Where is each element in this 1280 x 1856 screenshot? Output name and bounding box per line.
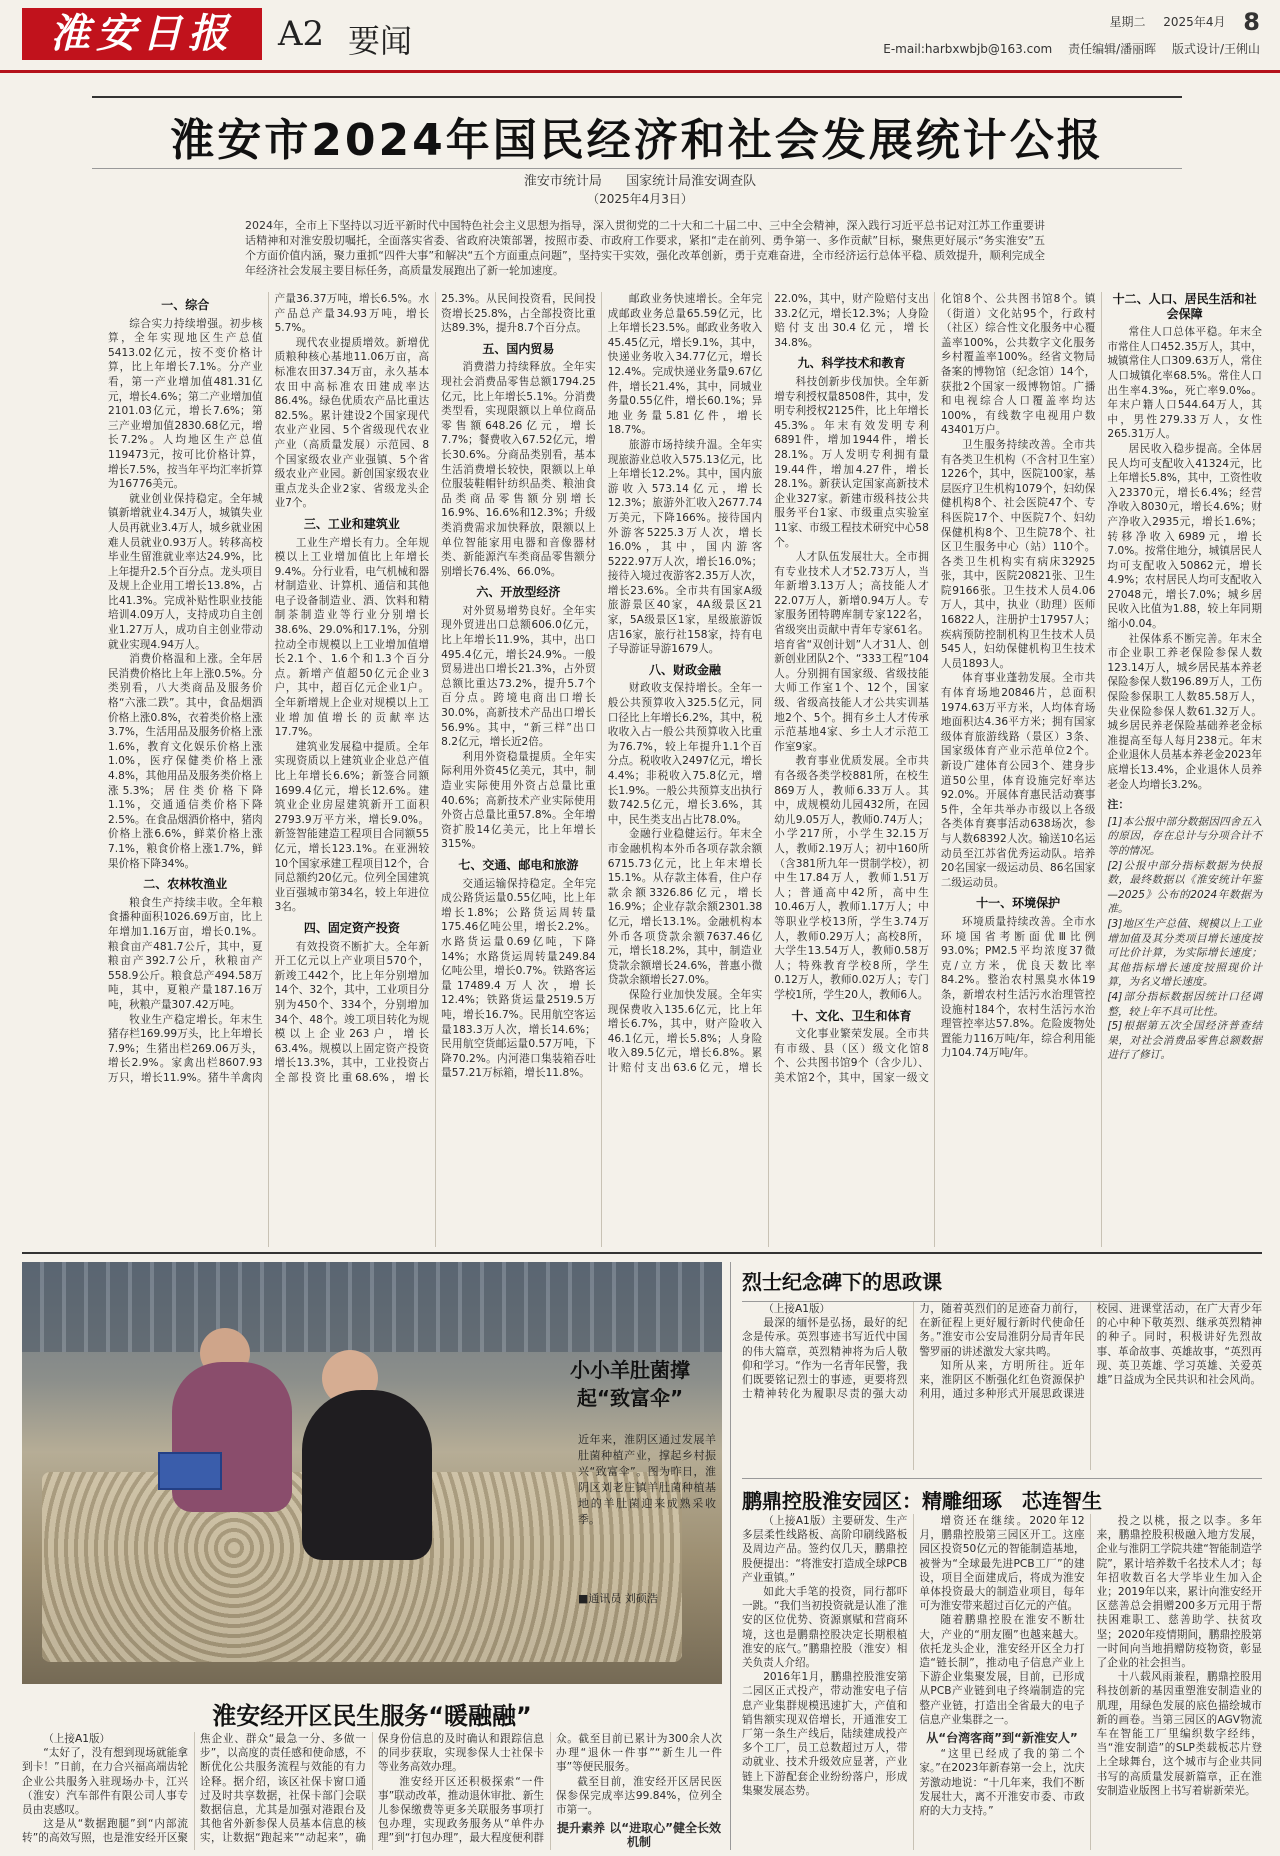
masthead <box>0 0 1280 73</box>
body-paragraph: 旅游市场持续升温。全年实现旅游业总收入575.13亿元，比上年增长12.2%。其中，国内旅游收入573.14亿元，增长12.3%；旅游外汇收入2677.74万美元，下降166%。接待国内外游客5225.3万人次，增长16.0%，其中，国内游客5222.97万人次，增长16.0%；接待入境过夜游客2.35万人次，增长23.6%。全市共有国家A级旅游景区40家，4A级景区21家，5A级景区1家，星级旅游饭店16家，旅行社158家，持有电子导游证导游1679人。 <box>607 438 763 656</box>
section-heading: 十一、环境保护 <box>976 896 1061 911</box>
body-paragraph: 体育事业蓬勃发展。全市共有体育场地20846片，总面积1974.63万平方米，人均体育场地面积达4.36平方米；拥有国家级体育旅游线路（景区）3条、国家级体育产业示范单位2个。新设广建体育公园3个、建身步道50公里，体育设施完好率达92.0%。开展体育惠民活动赛事5件，全年共举办市级以上各级各类体育赛事活动638场次，参与人数68392人次。输送10名运动员至江苏省优秀运动队。培养20名国家一级运动员、86名国家二级运动员。 <box>940 672 1096 889</box>
story-paragraph: 截至目前，淮安经开区居民医保参保完成率达99.84%，位列全市第一。 <box>556 1775 722 1817</box>
story-paragraph: 知所从来，方明所往。近年来，淮阴区不断强化红色资源保护利用，通过多种形式开展思政课进校园、进课堂活动，在广大青少年的心中种下敬英烈、继承英烈精神的种子。同时，积极讲好先烈故事、革命故事、英雄故事，“英烈再现、英卫英雄、学习英雄、关爱英雄”日益成为全民共识和社会风尚。 <box>919 1303 1262 1401</box>
body-paragraph: 工业生产增长有力。全年规模以上工业增加值比上年增长9.4%。分行业看，电气机械和器材制造业、计算机、通信和其他电子设备制造业、酒、饮料和精制茶制造业等行业分别增长38.6%、29.0%和17.1%，分别拉动全市规模以上工业增加值增长2.1个、1.6个和1.3个百分点。新增产值超50亿元企业3户，其中，超百亿元企业1户。全年新增规上企业对规模以上工业增加值增长的贡献率达17.7%。 <box>274 536 430 739</box>
bulletin-body <box>108 292 1262 1247</box>
notes-heading: 注： <box>1107 798 1130 812</box>
story-subheading: 从“台湾客商”到“新淮安人” <box>926 1731 1078 1746</box>
section-heading: 七、交通、邮电和旅游 <box>458 857 579 872</box>
column-divider <box>730 1262 731 1850</box>
body-paragraph: 对外贸易增势良好。全年实现外贸进出口总额606.0亿元，比上年增长11.9%，其中，出口495.4亿元，增长24.9%。一般贸易进出口增长21.3%，占外贸总额比重达73.2%，提升5.7个百分点。跨境电商出口增长30.0%，高新技术产品出口增长56.9%。其中，“新三样”出口8.2亿元，增长近2倍。 <box>441 604 596 749</box>
section-divider <box>22 1252 1262 1254</box>
footnote: [4]部分指标数据因统计口径调整，较上年不具可比性。 <box>1107 990 1262 1018</box>
story-body-pengding <box>742 1514 1262 1850</box>
section-heading: 一、综合 <box>161 298 210 312</box>
page-number: A2 <box>278 14 325 54</box>
story-paragraph: 2016年1月，鹏鼎控股淮安第二园区正式投产，带动淮安电子信息产业集群规模迅速扩大，产值和销售额实现双倍增长，开通淮安工厂第一条生产线后，陆续建成投产多个工厂，员工总数超过万人，带动就业、技术升级效应显著，产业链上下游配套企业纷纷落户，形成集聚发展态势。 <box>742 1671 908 1797</box>
section-heading: 五、国内贸易 <box>482 341 555 356</box>
body-paragraph: 文化事业繁荣发展。全市共有市级、县（区）级文化馆8个、公共图书馆9个（含少儿）、美术馆2个，其中，国家一级文化馆8个、公共图书馆8个。镇（街道）文化站95个，行政村（社区）综合性文化服务中心覆盖率100%，公共数字文化服务乡村覆盖率100%。经省文物局备案的博物馆（纪念馆）14个，获批2个国家一级博物馆。广播和电视综合人口覆盖率均达100%，有线数字电视用户数43401万户。 <box>774 293 1096 1084</box>
byline-agency: 淮安市统计局 <box>523 174 602 189</box>
section-heading: 十二、人口、居民生活和社会保障 <box>1112 292 1257 321</box>
body-paragraph: 金融行业稳健运行。年末全市金融机构本外币各项存款余额6715.73亿元，比上年末增长15.1%。从存款主体看，住户存款余额3326.86亿元，增长16.9%；企业存款余额2301.38亿元，增长13.1%。金融机构本外币各项贷款余额7637.46亿元，增长18.2%，其中，制造业贷款余额增长24.6%，普惠小微贷款余额增长27.0%。 <box>607 828 763 987</box>
body-paragraph: 现代农业提质增效。新增优质粮种核心基地11.06万亩，高标准农田37.34万亩，永久基本农田中高标准农田建成率达86.4%。绿色优质农产品比重达82.5%。累计建设2个国家现代农业产业园、5个省级现代农业产业（高质量发展）示范园、8个国家级农业产业强镇、5个省级农业产业园。新创国家级农业重点龙头企业2家、省级龙头企业7个。 <box>274 336 430 510</box>
section-heading: 三、工业和建筑业 <box>303 516 400 531</box>
photo-credit: ■通讯员 刘硕浩 <box>578 1592 658 1605</box>
headline-bar <box>92 96 1182 169</box>
photo-caption: 近年来，淮阴区通过发展羊肚菌种植产业，撑起乡村振兴“致富伞”。图为昨日，淮阴区刘老庄镇羊肚菌种植基地的羊肚菌迎来成熟采收季。 <box>578 1433 716 1526</box>
footnote: [5]根据第五次全国经济普查结果，对社会消费品零售总额数据进行了修订。 <box>1107 1020 1262 1062</box>
body-paragraph: 有效投资不断扩大。全年新开工亿元以上产业项目570个，新竣工442个，比上年分别增加14个、32个，其中，工业项目分别为450个、334个，分别增加34个、48个。竣工项目转化为规模以上企业263户，增长63.4%。规模以上固定资产投资增长13.3%，其中，工业投资占全部投资比重68.6%，增长25.3%。从民间投资看，民间投资增长25.8%，占全部投资比重达89.3%，提升8.7个百分点。 <box>274 293 596 1084</box>
body-paragraph: 保险行业加快发展。全年实现保费收入135.6亿元，比上年增长6.7%，其中，财产险收入46.1亿元，增长5.8%；人身险收入89.5亿元，增长6.8%。累计赔付支出63.6亿元，增长22.0%，其中，财产险赔付支出33.2亿元，增长12.3%；人身险赔付支出30.4亿元，增长34.8%。 <box>607 293 929 1074</box>
farmer-figure <box>302 1390 432 1560</box>
story-title-pengding: 鹏鼎控股淮安园区：精雕细琢 芯连智生 <box>742 1478 1262 1514</box>
designer-credit: 版式设计/王俐山 <box>1171 42 1260 56</box>
newspaper-logo: 淮安日报 <box>22 8 262 60</box>
body-paragraph: 建筑业发展稳中提质。全年实现资质以上建筑业企业总产值比上年增长6.6%；新签合同额1699.4亿元，增长12.6%。建筑业企业房屋建筑新开工面积2793.9万平方米，增长9.0%。新签智能建造工程项目合同额55亿元，增长123.1%。在亚洲较10个国家承建工程项目12个，合同总额约20亿元。位列全国建筑业百强城市第34名，较上年进位3名。 <box>274 740 430 914</box>
section-heading: 二、农林牧渔业 <box>143 877 228 892</box>
body-paragraph: 消费价格温和上涨。全年居民消费价格比上年上涨0.5%。分类别看，八大类商品及服务价格“六涨二跌”。其中，食品烟酒价格上涨0.8%，衣着类价格上涨3.7%，生活用品及服务价格上涨1.6%，教育文化娱乐价格上涨1.0%，医疗保健类价格上涨4.8%，其他用品及服务类价格上涨5.3%；居住类价格下降1.1%，交通通信类价格下降2.5%。在食品烟酒价格中，猪肉价格上涨6.6%，鲜菜价格上涨7.1%，粮食价格上涨1.7%，鲜果价格下降34%。 <box>108 653 263 870</box>
body-paragraph: 卫生服务持续改善。全市共有各类卫生机构（不含村卫生室）1226个，其中，医院100家，基层医疗卫生机构1079个，妇幼保健机构8个、社会医院47个、专科医院17个、中医院7个、妇幼保健机构8个、卫生院78个、社区卫生服务中心（站）110个。各类卫生机构实有病床32925张，其中，医院20821张、卫生院9166张。卫生技术人员4.06万人，其中，执业（助理）医师16822人，注册护士17957人；疾病预防控制机构卫生技术人员545人，妇幼保健机构卫生技术人员1893人。 <box>940 438 1096 670</box>
story-paragraph: （上接A1版） <box>763 1303 831 1315</box>
story-paragraph: 如此大手笔的投资，同行都吓一跳。“我们当初投资就是认准了淮安的区位优势、资源禀赋和营商环境，这也是鹏鼎控股决定长期根植淮安的底气。”鹏鼎控股（淮安）相关负责人介绍。 <box>742 1586 908 1670</box>
body-paragraph: 常住人口总体平稳。年末全市常住人口452.35万人，其中，城镇常住人口309.63万人，常住人口城镇化率68.5%。常住人口出生率4.3‰，死亡率9.0‰。年末户籍人口544.64万人，其中，男性279.33万人，女性265.31万人。 <box>1107 326 1262 441</box>
story-paragraph: （上接A1版）主要研发、生产多层柔性线路板、高阶印刷线路板及周边产品。签约仅几天，鹏鼎控股便提出：“将淮安打造成全球PCB产业重镇。” <box>742 1515 908 1584</box>
story-paragraph: “这里已经成了我的第二个家。”在2023年新春第一会上，沈庆芳激动地说：“十几年来，我们不断发展壮大，离不开淮安市委、市政府的大力支持。” <box>919 1748 1085 1818</box>
body-paragraph: 邮政业务快速增长。全年完成邮政业务总量65.59亿元，比上年增长23.5%。邮政业务收入45.45亿元，增长9.1%，其中，快递业务收入34.77亿元，增长12.4%。完成快递业务量9.67亿件，增长21.4%，其中，同城业务量0.55亿件，增长60.1%；异地业务量5.81亿件，增长18.7%。 <box>607 293 763 437</box>
story-title-martyrs: 烈士纪念碑下的思政课 <box>742 1266 1262 1302</box>
body-paragraph: 科技创新步伐加快。全年新增专利授权量8508件，其中，发明专利授权2125件，比上年增长45.3%。年末有效发明专利6891件，增加1944件，增长28.1%。万人发明专利拥有量19.44件，增加4.27件，增长28.1%。新获认定国家高新技术企业327家。新建市级科技公共服务平台1家、市级重点实验室11家、市级工程技术研究中心58个。 <box>774 375 929 549</box>
body-paragraph: 环境质量持续改善。全市水环境国省考断面优Ⅲ比例93.0%；PM2.5平均浓度37微克/立方米，优良天数比率84.2%。整治农村黑臭水体19条，新增农村生活污水治理管控设施村184个，农村生活污水治理管控率达57.8%。危险废物处置能力116万吨/年，综合利用能力104.74万吨/年。 <box>940 915 1096 1060</box>
section-heading: 六、开放型经济 <box>476 585 561 600</box>
section-heading: 四、固定资产投资 <box>303 920 400 935</box>
story-paragraph: 增资还在继续。2020年12月，鹏鼎控股第三园区开工。这座园区投资50亿元的智能制造基地，被誉为“全球最先进PCB工厂”的建设，项目全面建成后，将成为淮安单体投资最大的制造业项目，每年可为淮安带来超过百亿元的产值。 <box>919 1515 1085 1613</box>
body-paragraph: 就业创业保持稳定。全年城镇新增就业4.34万人，城镇失业人员再就业3.4万人，城乡就业困难人员就业0.93万人。转移高校毕业生留淮就业率达24.9%，比上年提升2.5个百分点。龙头项目及规上企业用工增长13.8%，占比41.3%。完成补贴性职业技能培训4.09万人，支持成功自主创业1.27万人，成功自主创业带动就业实现4.94万人。 <box>108 492 263 651</box>
story-paragraph: 这是从“数据跑腿”到“内部流转”的高效写照，也是淮安经开区聚焦企业、群众“最急一分、多做一步”，以高度的责任感和使命感，不断优化公共服务流程与效能的有力诠释。据介绍，该区社保卡窗口通过及时共享数据，社保卡部门会联数据信息，尤其是加强对港跟台及其他省外新参保人员基本信息的核实，让数据“跑起来”“动起来”，确保身份信息的及时确认和跟踪信息的同步获取，实现参保人士社保卡等业务高效办理。 <box>22 1733 544 1845</box>
page-title: 淮安市2024年国民经济和社会发展统计公报 <box>170 115 1104 166</box>
intro-paragraph: 2024年，全市上下坚持以习近平新时代中国特色社会主义思想为指导，深入贯彻党的二十大和二十届二中、三中全会精神，深入践行习近平总书记对江苏工作重要讲话精神和对淮安殷切嘱托，全面落实省委、省政府决策部署，按照市委、市政府工作要求，紧扣“走在前列、勇争第一、多作贡献”目标，聚焦更好展示“务实淮安”五个方面价值内涵，聚力重抓“四件大事”和解决“五个方面重点问题”，坚持实干实效，强化改革创新，勇于克难奋进，全市经济运行总体平稳、质效提升，顺利完成全年经济社会发展主要目标任务，高质量发展跑出了新一轮加速度。 <box>245 219 1045 277</box>
body-paragraph: 消费潜力持续释放。全年实现社会消费品零售总额1794.25亿元，比上年增长5.1%。分消费类型看，实现限额以上单位商品零售额648.26亿元，增长7.7%；餐费收入67.52亿元，增长30.6%。分商品类别看，基本生活消费增长较快，限额以上单位服装鞋帽针纺织品类、粮油食品类商品零售额分别增长16.9%、16.6%和12.3%；升级类消费需求加快释放，限额以上单位智能家用电器和音像器材类、新能源汽车类商品零售额分别增长76.4%、66.0%。 <box>441 361 596 578</box>
blue-crate <box>158 1452 222 1490</box>
footnote: [2]公报中部分指标数据为快报数，最终数据以《淮安统计年鉴—2025》公布的2024年数据为准。 <box>1107 859 1262 916</box>
story-paragraph: “太好了，没有想到现场就能拿到卡！”日前，在力合兴福高端齿轮企业公共服务入驻现场办卡，江兴（淮安）汽车部件有限公司人事专员由衷感叹。 <box>22 1747 188 1817</box>
body-paragraph: 粮食生产持续丰收。全年粮食播种面积1026.69万亩，比上年增加1.16万亩，增长0.1%。粮食亩产481.7公斤，其中，夏粮亩产392.7公斤，秋粮亩产558.9公斤。粮食总产494.58万吨，其中，夏粮产量187.16万吨，秋粮产量307.42万吨。 <box>108 896 263 1011</box>
body-paragraph: 居民收入稳步提高。全体居民人均可支配收入41324元，比上年增长5.8%，其中，工资性收入23370元，增长6.4%；经营净收入8030元，增长4.6%；财产净收入2935元，增长1.6%；转移净收入6989元，增长7.0%。按常住地分，城镇居民人均可支配收入50862元，增长4.9%；农村居民人均可支配收入27048元，增长7.0%；城乡居民收入比值为1.88，较上年同期缩小0.04。 <box>1107 442 1262 631</box>
greenhouse-roof <box>22 1262 722 1352</box>
editor-credit: 责任编辑/潘丽晖 <box>1068 42 1157 56</box>
story-paragraph: 十八载风雨兼程，鹏鼎控股用科技创新的基因重塑淮安制造业的肌理，用绿色发展的底色描绘城市新的画卷。当第三园区的AGV物流车在智能工厂里编织数字经纬，当“淮安制造”的SLP类载板芯片登上全球舞台，这个城市与企业共同书写的高质量发展新篇章，正在淮安制造业版图上书写着崭新荣光。 <box>1096 1671 1262 1797</box>
body-paragraph: 利用外资稳量提质。全年实际利用外资45亿美元，其中，制造业实际使用外资占总量比重40.6%；高新技术产业实际使用外资占总量比重57.8%。全年增资扩股14亿美元，比上年增长315%。 <box>441 750 596 851</box>
body-paragraph: 交通运输保持稳定。全年完成公路货运量0.55亿吨，比上年增长1.8%；公路货运周转量175.46亿吨公里，增长2.2%。水路货运量0.69亿吨，下降14%；水路货运周转量249.84亿吨公里，增长0.7%。铁路客运量17489.4万人次，增长12.4%；铁路货运量2519.5万吨，增长16.7%。民用航空客运量183.3万人次，增长14.6%；民用航空货邮运量0.57万吨，下降70.2%。内河港口集装箱吞吐量57.21万标箱，增长11.8%。 <box>441 877 596 1080</box>
body-paragraph: 牧业生产稳定增长。年末生猪存栏169.99万头，比上年增长7.9%；生猪出栏269.06万头，增长2.9%。家禽出栏8607.93万只，增长11.9%。猪牛羊禽肉产量36.37万吨，增长6.5%。水产品总产量34.93万吨，增长5.7%。 <box>108 293 430 1084</box>
weekday: 星期二 <box>1109 14 1146 29</box>
story-title-livelihood: 淮安经开区民生服务“暖融融” <box>212 1702 532 1730</box>
issue-date: 2025年4月 <box>1163 14 1226 29</box>
top-meta <box>871 8 1260 57</box>
body-paragraph: 财政收支保持增长。全年一般公共预算收入325.5亿元，同口径比上年增长6.2%，其中，税收收入占一般公共预算收入比重为76.7%，较上年提升1.1个百分点。税收收入2497亿元，增长4.4%；非税收入75.8亿元，增长1.9%。一般公共预算支出执行数742.5亿元，增长3.6%，其中，民生类支出占比78.0%。 <box>607 682 763 826</box>
contact-email: E-mail:harbxwbjb@163.com <box>883 42 1053 56</box>
section-heading: 八、财政金融 <box>648 662 721 677</box>
story-paragraph: 随着鹏鼎控股在淮安不断壮大，产业的“朋友圈”也越来越大。依托龙头企业，淮安经开区全力打造“链长制”，推动电子信息产业上下游企业集聚发展，目前，已形成从PCB产业链到电子终端制造的完整产业链，打造出全省最大的电子信息产业集群之一。 <box>919 1614 1085 1726</box>
body-paragraph: 教育事业优质发展。全市共有各级各类学校881所，在校生869万人，教师6.33万人。其中，成规模幼儿园432所，在园幼儿9.05万人，教师0.74万人；小学217所，小学生32.15万人，教师2.19万人；初中160所（含381所九年一贯制学校），初中生17.84万人，教师1.51万人；普通高中42所，高中生10.46万人，教师1.17万人；中等职业学校13所，学生3.74万人，教师0.29万人；高校8所，大学生13.54万人，教师0.58万人；特殊教育学校8所，学生0.12万人，教师0.02万人；专门学校1所，学生20人，教师6人。 <box>774 755 929 1001</box>
story-paragraph: 淮安经开区还积极探索“一件事”联动改革，推动退休审批、新生儿参保缴费等更多关联服务事项打包办理，实现政务服务从“单件办理”到“打包办理”，最大程度便利群众。截至目前已累计为300余人次办理“退休一件事”“新生儿一件事”等便民服务。 <box>378 1733 722 1845</box>
story-body-livelihood <box>22 1732 722 1850</box>
byline-agency: 国家统计局淮安调查队 <box>626 174 757 189</box>
section-heading: 九、科学技术和教育 <box>797 356 906 371</box>
footnote: [1]本公报中部分数据因四舍五入的原因，存在总计与分项合计不等的情况。 <box>1107 815 1262 857</box>
section-name: 要闻 <box>348 22 413 60</box>
story-subheading: 提升素养 以“进取心”健全长效机制 <box>557 1821 721 1850</box>
dateline: （2025年4月3日） <box>587 192 693 206</box>
photo-title: 小小羊肚菌撑起“致富伞” <box>570 1358 690 1410</box>
story-paragraph: 最深的缅怀是弘扬，最好的纪念是传承。英烈事迹书写近代中国的伟大篇章，英烈精神将为后人敬仰和学习。“作为一名青年民警，我们既要铭记烈士的事迹，更要将烈士精神转化为履职尽责的强大动力，随着英烈们的足迹奋力前行，在新征程上更好履行新时代使命任务。”淮安市公安局淮阴分局青年民警罗丽的讲述激发大家共鸣。 <box>742 1303 1085 1401</box>
story-body-martyrs <box>742 1302 1262 1470</box>
body-paragraph: 综合实力持续增强。初步核算，全年实现地区生产总值5413.02亿元，按不变价格计算，比上年增长7.1%。分产业看，第一产业增加值481.31亿元，增长4.6%；第二产业增加值2101.03亿元，增长7.6%；第三产业增加值2830.68亿元，增长7.2%。人均地区生产总值119473元，按可比价格计算，增长7.5%，按当年平均汇率折算为16776美元。 <box>108 317 263 491</box>
section-heading: 十、文化、卫生和体育 <box>791 1008 912 1023</box>
footnote: [3]地区生产总值、规模以上工业增加值及其分类项目增长速度按可比价计算，为实际增长速度；其他指标增长速度按照现价计算，为名义增长速度。 <box>1107 917 1262 989</box>
body-paragraph: 人才队伍发展壮大。全市拥有专业技术人才52.73万人，当年新增3.13万人；高技能人才22.07万人，新增0.94万人。专家服务团特聘库制专家122名，省级突出贡献中青年专家61名。培育省“双创计划”人才31人、创新创业团队2个、“333工程”104人。分别拥有国家级、省级技能大师工作室1个、12个，国家级、省级高技能人才公共实训基地2个、5个。拥有乡土人才传承示范基地4家、乡土人才示范工作室9家。 <box>774 551 929 753</box>
body-paragraph: 社保体系不断完善。年末全市企业职工养老保险参保人数123.14万人，城乡居民基本养老保险参保人数196.89万人，工伤保险参保职工人数85.58万人，失业保险参保人数61.32万人。城乡居民养老保险基础养老金标准提高至每人每月238元。年末企业退休人员基本养老金2023年底增长13.4%，企业退休人员养老金人均增长3.2%。 <box>1107 632 1262 791</box>
page-big-number: 8 <box>1243 8 1260 36</box>
byline <box>0 170 1280 189</box>
story-paragraph: （上接A1版） <box>43 1733 111 1745</box>
story-paragraph: 投之以桃，报之以李。多年来，鹏鼎控股积极融入地方发展，企业与淮阴工学院共建“智能制造学院”，累计培养数千名技术人才；每年招收数百名大学毕业生加入企业；2019年以来，累计向淮安经开区慈善总会捐赠200多万元用于帮扶困难职工、慈善助学、扶贫攻坚；2020年疫情期间，鹏鼎控股第一时间向当地捐赠防疫物资，彰显了企业的社会担当。 <box>1096 1515 1262 1670</box>
